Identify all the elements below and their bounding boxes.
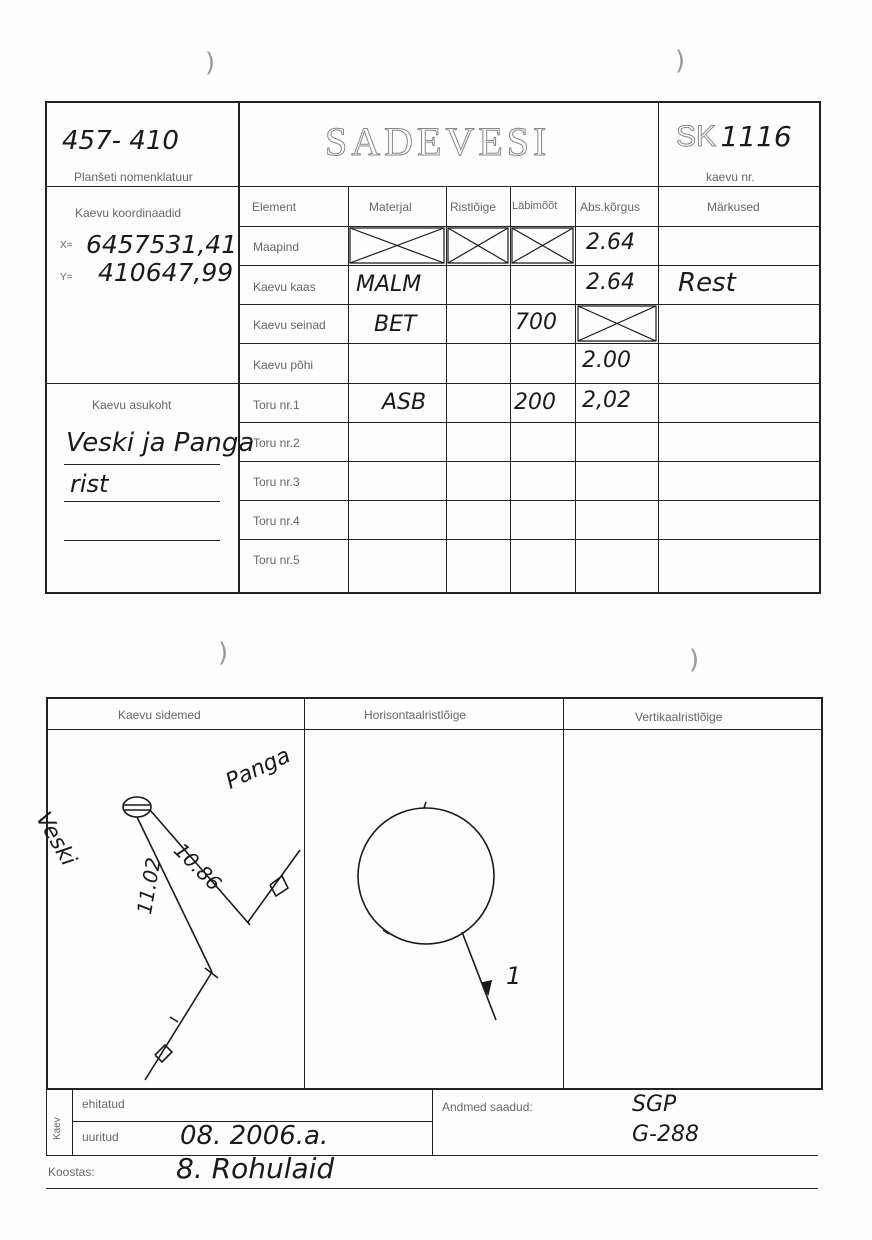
page-title: SADEVESI	[325, 119, 551, 164]
x-label: X=	[60, 240, 73, 251]
side-label-kaev: Kaev	[52, 1117, 63, 1140]
nomenclature-value: 457- 410	[62, 126, 179, 156]
cell-kaas-materjal: MALM	[356, 272, 422, 297]
punch-hole-mark: )	[205, 48, 216, 78]
col-header-element: Element	[252, 200, 297, 214]
sketch-distance-1: 11.02	[132, 855, 166, 917]
sketch-distance-2: 10.86	[169, 838, 227, 896]
cell-toru1-materjal: ASB	[382, 390, 427, 415]
location-line-1: Veski ja Panga	[66, 428, 255, 458]
location-label: Kaevu asukoht	[92, 398, 172, 412]
compiled-label: Koostas:	[48, 1165, 95, 1179]
row-label-kaevu-pohi: Kaevu põhi	[253, 358, 314, 372]
data-source-value-2: G-288	[632, 1122, 699, 1147]
surveyed-value: 08. 2006.a.	[180, 1121, 329, 1151]
data-source-value-1: SGP	[632, 1092, 677, 1117]
cell-kaas-markused: Rest	[678, 268, 736, 298]
cell-seinad-materjal: BET	[374, 312, 417, 337]
cell-toru1-labimoot: 200	[514, 390, 556, 415]
punch-hole-mark: )	[675, 46, 686, 76]
sketch-label-panga: Panga	[222, 743, 295, 795]
row-label-toru-4: Toru nr.4	[253, 514, 300, 528]
section-ties-label: Kaevu sidemed	[118, 708, 201, 722]
cell-kaas-abs: 2.64	[586, 270, 635, 295]
compiled-value: 8. Rohulaid	[176, 1152, 335, 1185]
punch-hole-mark: )	[218, 638, 229, 668]
built-label: ehitatud	[82, 1097, 125, 1111]
col-header-markused: Märkused	[707, 200, 760, 214]
row-label-kaevu-seinad: Kaevu seinad	[253, 318, 326, 332]
x-value: 6457531,41	[86, 230, 238, 259]
y-label: Y=	[60, 272, 73, 283]
coords-label: Kaevu koordinaadid	[75, 206, 182, 220]
col-header-materjal: Materjal	[369, 200, 412, 214]
row-label-kaevu-kaas: Kaevu kaas	[253, 280, 316, 294]
punch-hole-mark: )	[689, 645, 700, 675]
well-number-prefix: SK	[676, 120, 717, 153]
well-number-label: kaevu nr.	[706, 170, 755, 184]
row-label-maapind: Maapind	[253, 240, 300, 254]
cell-seinad-labimoot: 700	[515, 310, 557, 335]
sketch-label-veski: Veski	[30, 808, 81, 871]
col-header-abs: Abs.kõrgus	[580, 200, 641, 214]
cell-maapind-abs: 2.64	[586, 230, 635, 255]
surveyed-label: uuritud	[82, 1130, 119, 1144]
col-header-labimoot: Läbimõõt	[512, 200, 558, 212]
nomenclature-label: Planšeti nomenklatuur	[74, 170, 193, 184]
row-label-toru-3: Toru nr.3	[253, 475, 300, 489]
well-number-value: 1116	[720, 120, 792, 153]
section-vertical-label: Vertikaalristlõige	[635, 710, 723, 724]
pipe-number-label: 1	[506, 962, 522, 990]
data-source-label: Andmed saadud:	[442, 1100, 533, 1114]
section-horizontal-label: Horisontaalristlõige	[364, 708, 467, 722]
row-label-toru-5: Toru nr.5	[253, 553, 300, 567]
y-value: 410647,99	[98, 258, 234, 287]
col-header-ristloige: Ristlõige	[450, 200, 497, 214]
cell-toru1-abs: 2,02	[582, 388, 631, 413]
location-line-2: rist	[70, 470, 109, 498]
row-label-toru-2: Toru nr.2	[253, 436, 300, 450]
row-label-toru-1: Toru nr.1	[253, 398, 300, 412]
cell-pohi-abs: 2.00	[582, 348, 631, 373]
